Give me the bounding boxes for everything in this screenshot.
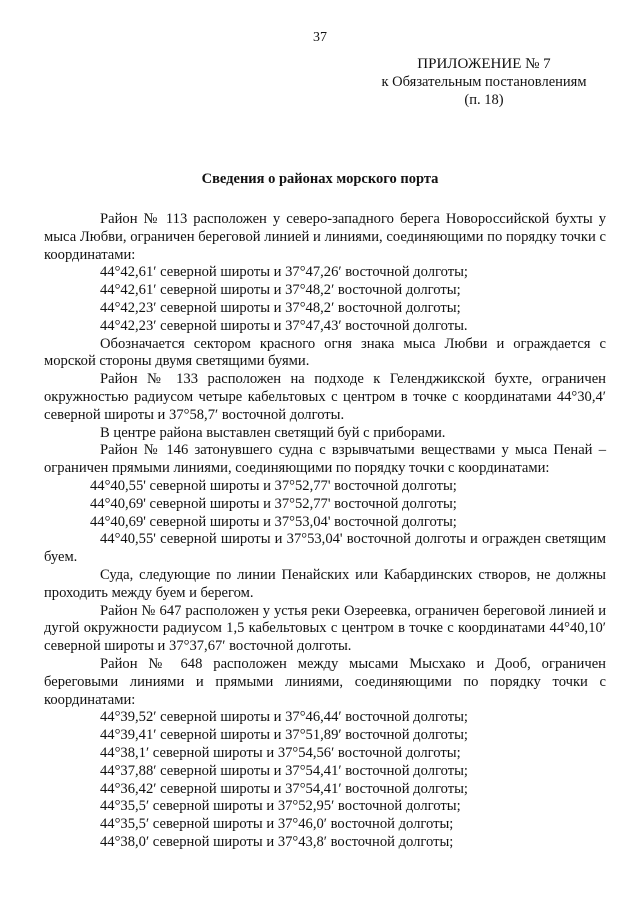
- document-body: [44, 211, 606, 852]
- district-146-coord-1: 44°40,55' северной широты и 37°52,77' восточной долготы;: [90, 477, 457, 494]
- district-146-note: Суда, следующие по линии Пенайских или Кабардинских створов, не должны проходить между буем и берегом.: [44, 566, 606, 601]
- appendix-header: [364, 55, 604, 109]
- appendix-subtitle: к Обязательным постановлениям: [381, 74, 587, 90]
- district-648-intro: Район № 648 расположен между мысами Мысхако и Дооб, ограничен береговыми линиями и прямыми линиями, соединяющими по порядку точки с координатами:: [44, 655, 606, 708]
- district-648-coord-5: 44°36,42′ северной широты и 37°54,41′ восточной долготы;: [100, 780, 468, 797]
- district-113-intro: Район № 113 расположен у северо-западного берега Новороссийской бухты у мыса Любви, ограничен береговой линией и линиями, соединяющими по порядку точки с координатами:: [44, 211, 606, 263]
- district-146-coord-3: 44°40,69' северной широты и 37°53,04' восточной долготы;: [90, 513, 457, 530]
- district-648-coord-1: 44°39,52′ северной широты и 37°46,44′ восточной долготы;: [100, 709, 468, 726]
- district-648-coord-4: 44°37,88′ северной широты и 37°54,41′ восточной долготы;: [100, 762, 468, 779]
- district-146-intro: Район № 146 затонувшего судна с взрывчатыми веществами у мыса Пенай – ограничен прямыми линиями, соединяющими по порядку точки с координатами:: [44, 442, 606, 477]
- district-113-note: Обозначается сектором красного огня знака мыса Любви и ограждается с морской стороны двумя светящими буями.: [44, 335, 606, 370]
- district-648-coord-8: 44°38,0′ северной широты и 37°43,8′ восточной долготы;: [100, 833, 454, 850]
- page-number: 37: [313, 30, 327, 45]
- district-648-coord-6: 44°35,5′ северной широты и 37°52,95′ восточной долготы;: [100, 798, 461, 815]
- district-648-coord-7: 44°35,5′ северной широты и 37°46,0′ восточной долготы;: [100, 816, 454, 833]
- district-113-coord-4: 44°42,23′ северной широты и 37°47,43′ восточной долготы.: [100, 317, 468, 334]
- district-133-note: В центре района выставлен светящий буй с приборами.: [100, 424, 446, 441]
- appendix-reference: (п. 18): [464, 92, 504, 108]
- district-146-coord-2: 44°40,69' северной широты и 37°52,77' восточной долготы;: [90, 495, 457, 512]
- district-133-intro: Район № 133 расположен на подходе к Геленджикской бухте, ограничен окружностью радиусом четыре кабельтовых с центром в точке с координатами 44°30,4′ северной широты и 37°58,7′ восточной долготы.: [44, 371, 606, 423]
- district-648-coord-2: 44°39,41′ северной широты и 37°51,89′ восточной долготы;: [100, 727, 468, 744]
- appendix-title: ПРИЛОЖЕНИЕ № 7: [417, 56, 551, 72]
- district-113-coord-2: 44°42,61′ северной широты и 37°48,2′ восточной долготы;: [100, 282, 461, 299]
- district-648-coord-3: 44°38,1′ северной широты и 37°54,56′ восточной долготы;: [100, 744, 461, 761]
- district-647-intro: Район № 647 расположен у устья реки Озереевка, ограничен береговой линией и дугой окружности радиусом 1,5 кабельтовых с центром в точке с координатами 44°40,10′ северной широты и 37°37,67′ восточной долготы.: [44, 602, 606, 655]
- document-title: Сведения о районах морского порта: [201, 171, 439, 187]
- district-113-coord-3: 44°42,23′ северной широты и 37°48,2′ восточной долготы;: [100, 299, 461, 316]
- district-113-coord-1: 44°42,61′ северной широты и 37°47,26′ восточной долготы;: [100, 264, 468, 281]
- district-146-last-coord: 44°40,55' северной широты и 37°53,04' восточной долготы и огражден светящим буем.: [44, 531, 606, 566]
